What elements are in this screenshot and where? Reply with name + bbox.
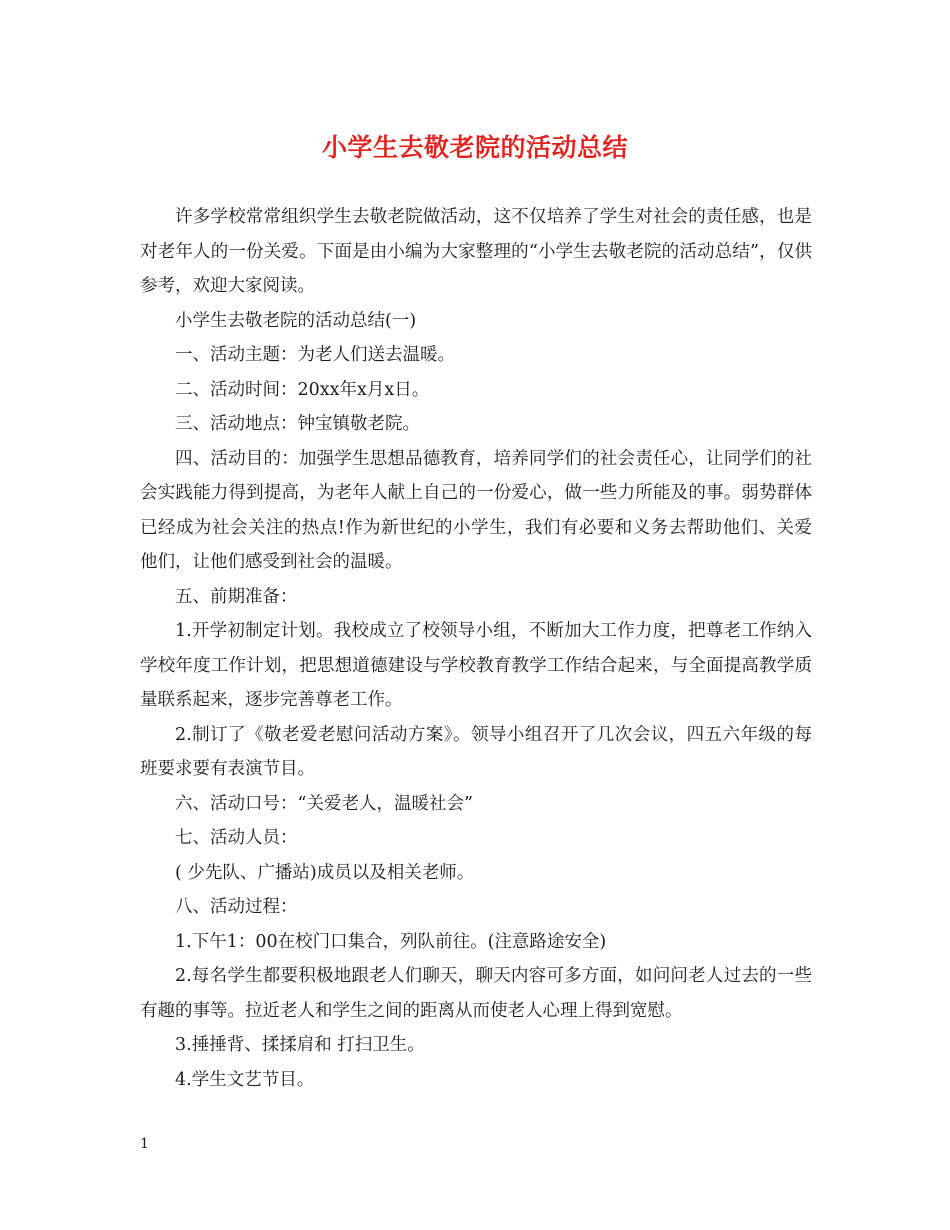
- paragraph-preparation-2: 2.制订了《敬老爱老慰问活动方案》。领导小组召开了几次会议，四五六年级的每班要求要有表演节目。: [140, 724, 812, 779]
- paragraph-slogan: 六、活动口号：“关爱老人，温暖社会”: [175, 793, 473, 814]
- paragraph-participants-detail: ( 少先队、广播站)成员以及相关老师。: [175, 862, 475, 883]
- document-title: 小学生去敬老院的活动总结: [321, 133, 628, 162]
- paragraph-process-4: 4.学生文艺节目。: [175, 1069, 315, 1090]
- document-body: [140, 200, 812, 1097]
- paragraph-purpose: 四、活动目的：加强学生思想品德教育，培养同学们的社会责任心，让同学们的社会实践能力得到提高，为老年人献上自己的一份爱心，做一些力所能及的事。弱势群体已经成为社会关注的热点!作为新世纪的小学生，我们有必要和义务去帮助他们、关爱他们，让他们感受到社会的温暖。: [140, 448, 812, 572]
- paragraph-intro: 许多学校常常组织学生去敬老院做活动，这不仅培养了学生对社会的责任感，也是对老年人的一份关爱。下面是由小编为大家整理的“小学生去敬老院的活动总结”，仅供参考，欢迎大家阅读。: [140, 207, 812, 296]
- paragraph-process-3: 3.捶捶背、揉揉肩和 打扫卫生。: [175, 1035, 425, 1055]
- paragraph-preparation-1: 1.开学初制定计划。我校成立了校领导小组，不断加大工作力度，把尊老工作纳入学校年度工作计划，把思想道德建设与学校教育教学工作结合起来，与全面提高教学质量联系起来，逐步完善尊老工作。: [140, 621, 812, 710]
- paragraph-participants: 七、活动人员：: [175, 828, 298, 848]
- paragraph-process-2: 2.每名学生都要积极地跟老人们聊天，聊天内容可多方面，如问问老人过去的一些有趣的事等。拉近老人和学生之间的距离从而使老人心理上得到宽慰。: [140, 966, 812, 1021]
- paragraph-time: 二、活动时间：20xx年x月x日。: [175, 379, 430, 400]
- paragraph-process: 八、活动过程：: [175, 897, 298, 917]
- page-number: 1: [140, 1136, 149, 1152]
- paragraph-location: 三、活动地点：钟宝镇敬老院。: [175, 414, 420, 434]
- paragraph-theme: 一、活动主题：为老人们送去温暖。: [175, 345, 455, 365]
- paragraph-section-heading: 小学生去敬老院的活动总结(一): [175, 310, 417, 331]
- paragraph-process-1: 1.下午1：00在校门口集合，列队前往。(注意路途安全): [175, 931, 607, 952]
- paragraph-preparation: 五、前期准备：: [175, 586, 298, 607]
